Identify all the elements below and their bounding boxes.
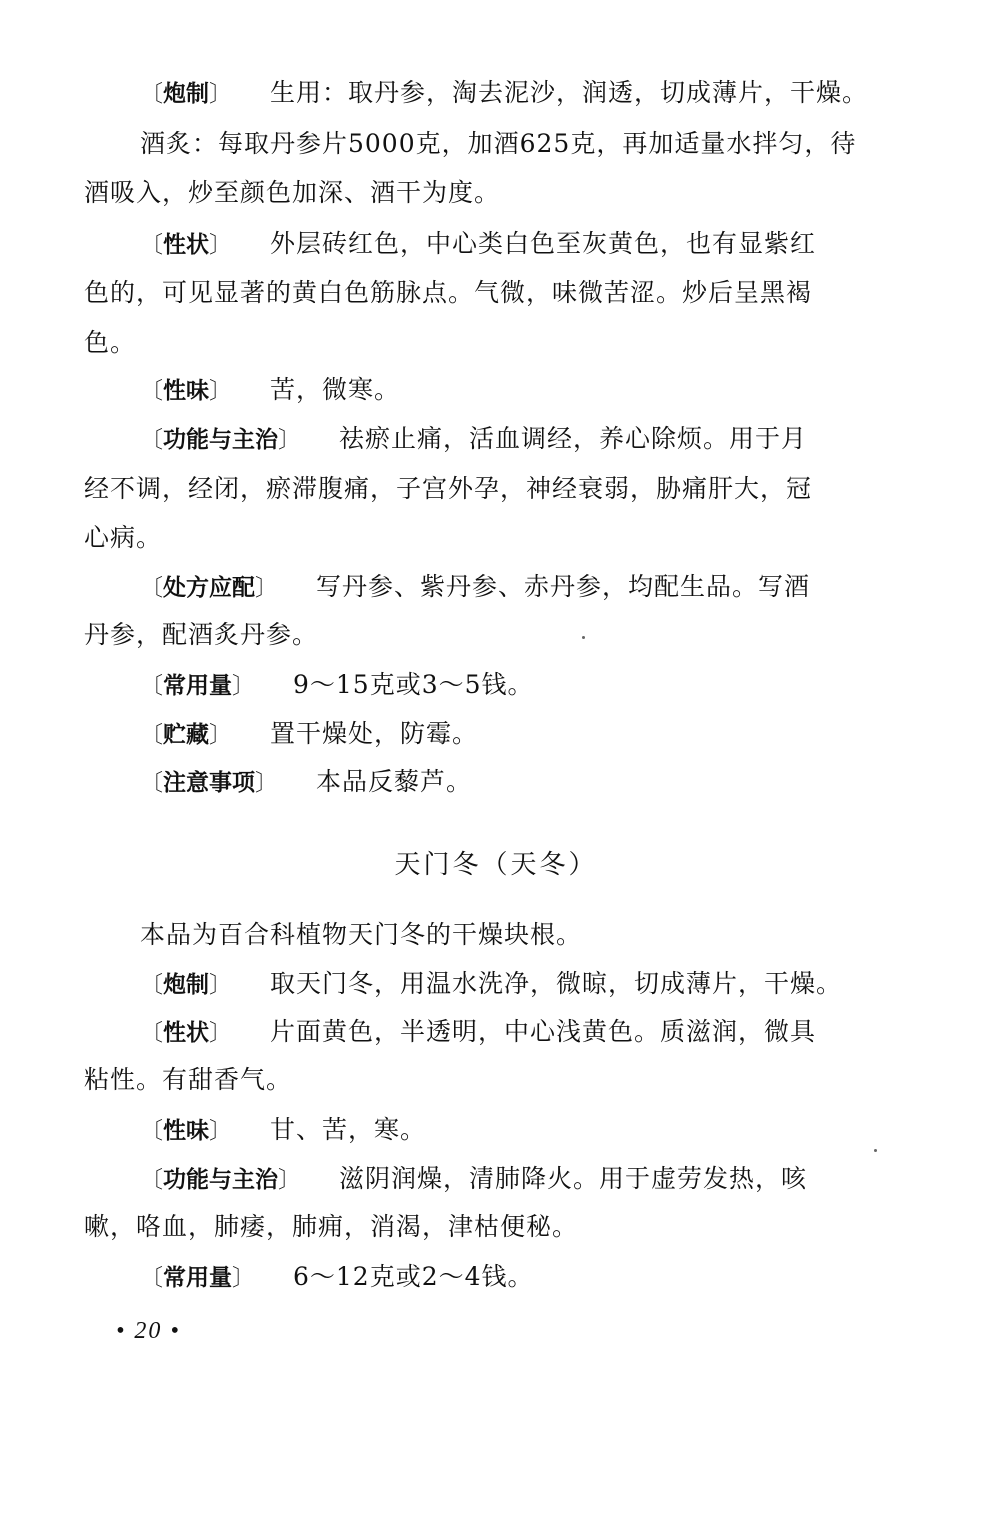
bracket-close: 〕 [209,722,232,748]
bracket-open: 〔 [140,673,163,699]
xingwei-line [140,373,864,408]
chufang-text: 写丹参、紫丹参、赤丹参，均配生品。写酒 [316,572,811,601]
bracket-open: 〔 [140,378,163,404]
bracket-open: 〔 [140,972,163,998]
entry-intro: 本品为百合科植物天门冬的干燥块根。 [140,920,583,949]
bracket-close: 〕 [232,1265,255,1291]
yongliang-line [140,668,864,703]
section-label-gongneng: 功能与主治 [163,1167,278,1193]
section-label-yongliang: 常用量 [163,673,232,699]
bracket-open: 〔 [140,1118,163,1144]
bracket-close: 〕 [278,1167,301,1193]
bracket-close: 〕 [209,81,232,107]
gongneng-2-line-1 [140,1162,864,1197]
section-label-yongliang: 常用量 [163,1265,232,1291]
page-number: • 20 • [116,1318,181,1344]
paozhi-text: 取天门冬，用温水洗净，微晾，切成薄片，干燥。 [270,969,843,998]
bracket-close: 〕 [278,427,301,453]
xingwei-2-line [140,1113,864,1148]
bracket-close: 〕 [209,232,232,258]
gongneng-text: 祛瘀止痛，活血调经，养心除烦。用于月 [339,424,808,453]
section-label-xingwei: 性味 [163,378,209,404]
section-label-xingwei: 性味 [163,1118,209,1144]
bracket-close: 〕 [209,972,232,998]
bracket-open: 〔 [140,81,163,107]
xingzhuang-line-2: 色的，可见显著的黄白色筋脉点。气微，味微苦涩。炒后呈黑褐 [84,278,813,307]
bracket-open: 〔 [140,1020,163,1046]
xingzhuang-2-line-2: 粘性。有甜香气。 [84,1065,293,1094]
section-label-zhuyi: 注意事项 [163,770,255,796]
section-label-paozhi: 炮制 [163,81,209,107]
chufang-line-2: 丹参，配酒炙丹参。 [84,620,319,649]
bracket-open: 〔 [140,1167,163,1193]
section-label-xingzhuang: 性状 [163,1020,209,1046]
yongliang-2-line [140,1260,864,1295]
bracket-close: 〕 [232,673,255,699]
jiuzhi-line-1: 酒炙：每取丹参片5000克，加酒625克，再加适量水拌匀，待 [140,129,857,158]
gongneng-line-2: 经不调，经闭，瘀滞腹痛，子宫外孕，神经衰弱，胁痛肝大，冠 [84,474,813,503]
section-label-zhucang: 贮藏 [163,722,209,748]
bracket-open: 〔 [140,427,163,453]
yongliang-text: 6～12克或2～4钱。 [293,1262,534,1291]
bracket-close: 〕 [255,575,278,601]
section-label-paozhi: 炮制 [163,972,209,998]
xingzhuang-line-1 [140,227,864,262]
paozhi-line [140,76,869,111]
section-label-chufang: 处方应配 [163,575,255,601]
bracket-close: 〕 [209,1020,232,1046]
xingwei-text: 甘、苦，寒。 [270,1115,427,1144]
xingzhuang-text: 片面黄色，半透明，中心浅黄色。质滋润，微具 [270,1017,817,1046]
section-label-xingzhuang: 性状 [163,232,209,258]
zhucang-text: 置干燥处，防霉。 [270,719,479,748]
bracket-close: 〕 [209,1118,232,1144]
xingzhuang-2-line-1 [140,1015,864,1050]
bracket-close: 〕 [255,770,278,796]
xingwei-text: 苦，微寒。 [270,375,401,404]
gongneng-text: 滋阴润燥，清肺降火。用于虚劳发热，咳 [339,1164,808,1193]
zhuyi-text: 本品反藜芦。 [316,767,473,796]
scan-speck [874,1149,877,1152]
entry-title: 天门冬（天冬） [394,850,598,880]
xingzhuang-text: 外层砖红色，中心类白色至灰黄色，也有显紫红 [270,229,817,258]
chufang-line-1 [140,570,864,605]
scan-speck [582,636,585,639]
bracket-open: 〔 [140,1265,163,1291]
yongliang-text: 9～15克或3～5钱。 [293,670,534,699]
paozhi-text: 生用：取丹参，淘去泥沙，润透，切成薄片，干燥。 [270,78,869,107]
zhucang-line [140,717,864,752]
xingzhuang-line-3: 色。 [84,328,137,357]
bracket-close: 〕 [209,378,232,404]
bracket-open: 〔 [140,575,163,601]
bracket-open: 〔 [140,232,163,258]
bracket-open: 〔 [140,722,163,748]
section-label-gongneng: 功能与主治 [163,427,278,453]
bracket-open: 〔 [140,770,163,796]
gongneng-2-line-2: 嗽，咯血，肺痿，肺痈，消渴，津枯便秘。 [84,1212,579,1241]
gongneng-line-1 [140,422,864,457]
paozhi-line-2 [140,967,864,1002]
jiuzhi-line-2: 酒吸入，炒至颜色加深、酒干为度。 [84,178,501,207]
zhuyi-line [140,765,864,800]
gongneng-line-3: 心病。 [84,523,163,552]
